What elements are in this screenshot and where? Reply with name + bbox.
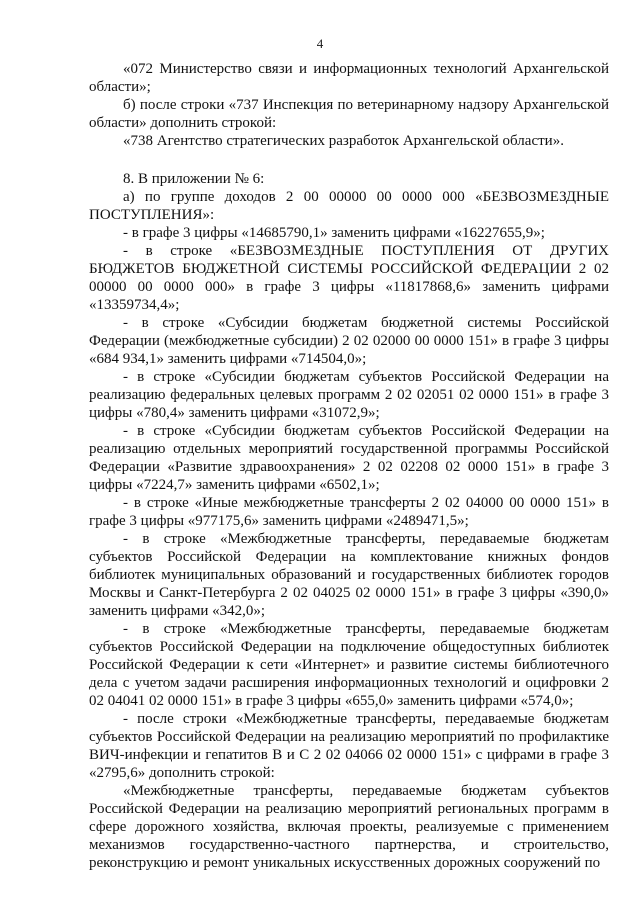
- paragraph-bullet-hiv-prevention: - после строки «Межбюджетные трансферты, передаваемые бюджетам субъектов Российской Федерации на реализацию мероприятий по профилактике ВИЧ-инфекции и гепатитов B и C 2 02 04066 02 0000 151» с цифрами в графе 3 «2795,6» дополнить строкой:: [89, 711, 609, 781]
- paragraph-bullet-other-transfers: - в строке «Иные межбюджетные трансферты 2 02 04000 00 0000 151» в графе 3 цифры «977175,6» заменить цифрами «2489471,5»;: [89, 495, 609, 529]
- paragraph-section-8: 8. В приложении № 6:: [123, 171, 265, 187]
- paragraph-bullet-total: - в графе 3 цифры «14685790,1» заменить цифрами «16227655,9»;: [123, 225, 545, 241]
- paragraph-item-b: б) после строки «737 Инспекция по ветеринарному надзору Архангельской области» дополнить строкой:: [89, 97, 609, 131]
- page-number: 4: [316, 36, 324, 51]
- paragraph-ministry-line: «072 Министерство связи и информационных технологий Архангельской области»;: [89, 61, 609, 95]
- paragraph-bullet-healthcare: - в строке «Субсидии бюджетам субъектов Российской Федерации на реализацию отдельных мероприятий государственной программы Российской Федерации «Развитие здравоохранения» 2 02 02208 02 0000 151» в графе 3 цифры «7224,7» заменить цифрами «6502,1»;: [89, 423, 609, 493]
- section-spacer: [89, 150, 609, 170]
- paragraph-bullet-book-funds: - в строке «Межбюджетные трансферты, передаваемые бюджетам субъектов Российской Федерации на комплектование книжных фондов библиотек муниципальных образований и государственных библиотек городов Москвы и Санкт-Петербурга 2 02 04025 02 0000 151» в графе 3 цифры «390,0» заменить цифрами «342,0»;: [89, 531, 609, 619]
- paragraph-bullet-federal-programs: - в строке «Субсидии бюджетам субъектов Российской Федерации на реализацию федеральных целевых программ 2 02 02051 02 0000 151» в графе 3 цифры «780,4» заменить цифрами «31072,9»;: [89, 369, 609, 421]
- paragraph-bullet-subsidies: - в строке «Субсидии бюджетам бюджетной системы Российской Федерации (межбюджетные субсидии) 2 02 02000 00 0000 151» в графе 3 цифры «684 934,1» заменить цифрами «714504,0»;: [89, 315, 609, 367]
- document-body: [89, 60, 609, 872]
- paragraph-bullet-other-budgets: - в строке «БЕЗВОЗМЕЗДНЫЕ ПОСТУПЛЕНИЯ ОТ ДРУГИХ БЮДЖЕТОВ БЮДЖЕТНОЙ СИСТЕМЫ РОССИЙСКОЙ ФЕДЕРАЦИИ 2 02 00000 00 0000 000» в графе 3 цифры «11817868,6» заменить цифрами «13359734,4»;: [89, 243, 609, 313]
- paragraph-item-a: а) по группе доходов 2 00 00000 00 0000 000 «БЕЗВОЗМЕЗДНЫЕ ПОСТУПЛЕНИЯ»:: [89, 189, 609, 223]
- paragraph-agency-line: «738 Агентство стратегических разработок Архангельской области».: [123, 133, 564, 149]
- paragraph-road-transfers: «Межбюджетные трансферты, передаваемые бюджетам субъектов Российской Федерации на реализацию мероприятий региональных программ в сфере дорожного хозяйства, включая проекты, реализуемые с применением механизмов государственно-частного партнерства, и строительство, реконструкцию и ремонт уникальных искусственных дорожных сооружений по: [89, 783, 609, 871]
- paragraph-bullet-internet-libraries: - в строке «Межбюджетные трансферты, передаваемые бюджетам субъектов Российской Федерации на подключение общедоступных библиотек Российской Федерации к сети «Интернет» и развитие системы библиотечного дела с учетом задачи расширения информационных технологий и оцифровки 2 02 04041 02 0000 151» в графе 3 цифры «655,0» заменить цифрами «574,0»;: [89, 621, 609, 709]
